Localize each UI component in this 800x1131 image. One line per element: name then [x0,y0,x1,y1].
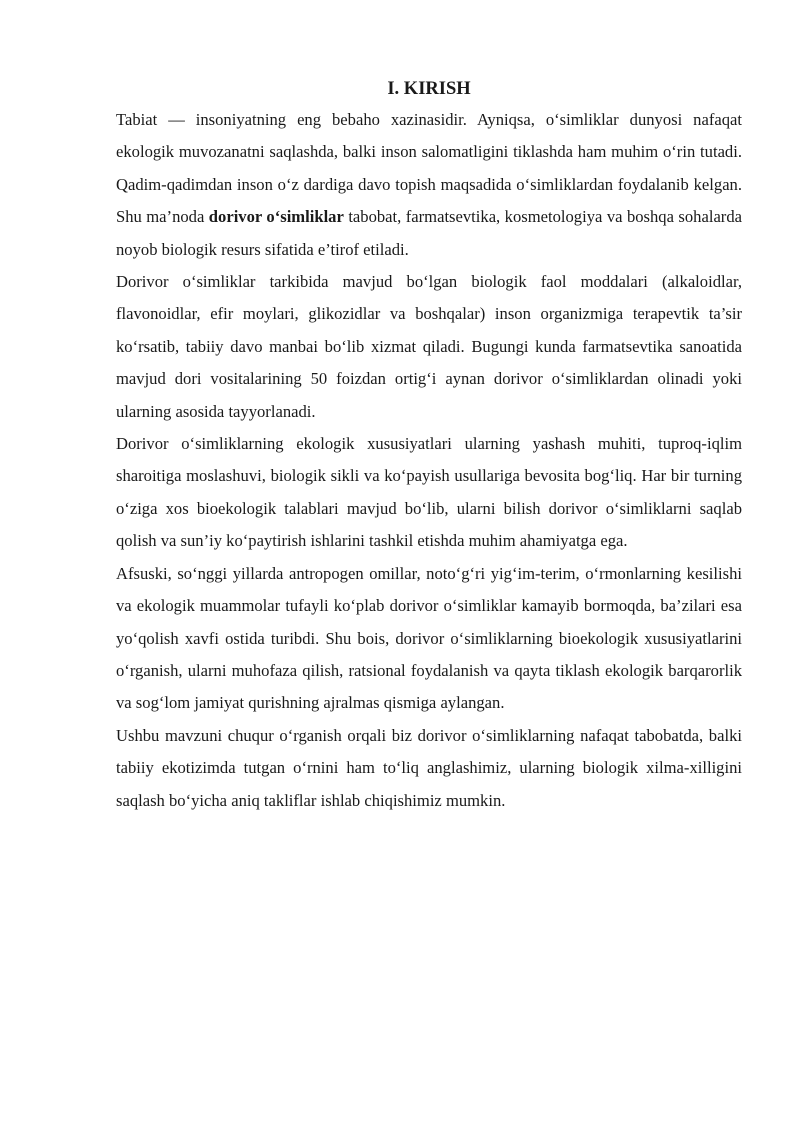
paragraph-4: Afsuski, so‘nggi yillarda antropogen omillar, noto‘g‘ri yig‘im-terim, o‘rmonlarning kesilishi va ekologik muammolar tufayli ko‘plab dorivor o‘simliklar kamayib bormoqda, ba’zilari esa yo‘qolish xavfi ostida turibdi. Shu bois, dorivor o‘simliklarning bioekologik xususiyatlarini o‘rganish, ularni muhofaza qilish, ratsional foydalanish va qayta tiklash ekologik barqarorlik va sog‘lom jamiyat qurishning ajralmas qismiga aylangan. [116,563,742,713]
paragraph-5: Ushbu mavzuni chuqur o‘rganish orqali biz dorivor o‘simliklarning nafaqat tabobatda, balki tabiiy ekotizimda tutgan o‘rnini ham to‘liq anglashimiz, ularning biologik xilma-xilligini saqlash bo‘yicha aniq takliflar ishlab chiqishimiz mumkin. [116,725,742,810]
paragraph-1-text-end: tabobat, farmatsevtika, kosmetologiya va boshqa sohalarda noyob biologik resurs sifatida e’tirof etiladi. [116,207,742,259]
paragraph-1 [116,104,742,266]
paragraph-2: Dorivor o‘simliklar tarkibida mavjud bo‘lgan biologik faol moddalari (alkaloidlar, flavonoidlar, efir moylari, glikozidlar va boshqalar) inson organizmiga terapevtik ta’sir ko‘rsatib, tabiiy davo manbai bo‘lib xizmat qiladi. Bugungi kunda farmatsevtika sanoatida mavjud dori vositalarining 50 foizdan ortig‘i aynan dorivor o‘simliklardan olinadi yoki ularning asosida tayyorlanadi. [116,272,742,421]
paragraph-3: Dorivor o‘simliklarning ekologik xususiyatlari ularning yashash muhiti, tuproq-iqlim sharoitiga moslashuvi, biologik sikli va ko‘payish usullariga bevosita bog‘liq. Har bir turning o‘ziga xos bioekologik talablari mavjud bo‘lib, ularni bilish dorivor o‘simliklarni saqlab qolish va sun’iy ko‘paytirish ishlarini tashkil etishda muhim ahamiyatga ega. [116,434,742,551]
paragraph-1-text-start: Tabiat — insoniyatning eng bebaho xazinasidir. Ayniqsa, o‘simliklar dunyosi nafaqat ekologik muvozanatni saqlashda, balki inson salomatligini tiklashda ham muhim o‘rin tutadi. Qadim-qadimdan inson o‘z dardiga davo topish maqsadida o‘simliklardan foydalanib kelgan. Shu ma’noda [116,110,742,227]
document-body [116,78,742,817]
section-heading: I. KIRISH [387,79,471,99]
paragraph-1-bold-term: dorivor o‘simliklar [208,207,344,227]
